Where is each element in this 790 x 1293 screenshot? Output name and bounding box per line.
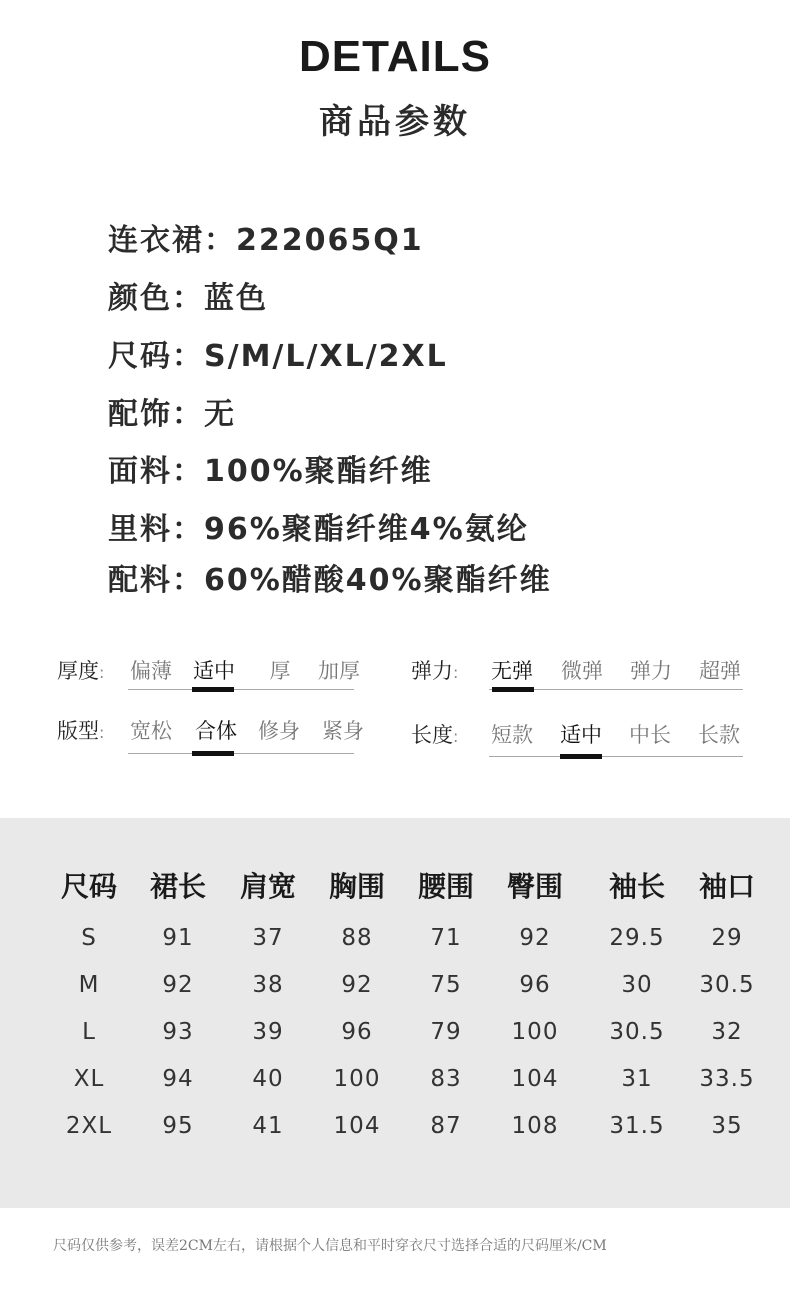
option-fit-slim: 修身	[258, 719, 300, 743]
spec-label: 配料：	[108, 563, 204, 598]
table-header-hip: 臀围	[506, 870, 563, 903]
option-thickness-thin: 偏薄	[130, 659, 172, 683]
option-fit-loose: 宽松	[130, 719, 172, 743]
option-fit-regular: 合体	[195, 719, 237, 743]
table-cell: 30.5	[699, 972, 755, 998]
table-cell: 91	[162, 925, 194, 951]
table-cell: 100	[511, 1019, 559, 1045]
attr-label-elasticity	[411, 655, 458, 685]
option-elasticity-super: 超弹	[699, 659, 741, 683]
table-cell: 29.5	[609, 925, 665, 951]
scale-line-thickness	[128, 689, 354, 690]
option-thickness-thick: 厚	[269, 659, 291, 683]
table-cell: 38	[252, 972, 284, 998]
table-cell: 35	[711, 1113, 743, 1139]
table-cell: 30.5	[609, 1019, 665, 1045]
attr-label-text: 弹力	[411, 659, 453, 683]
table-cell: 40	[252, 1066, 284, 1092]
table-cell: 104	[333, 1113, 381, 1139]
table-cell: 83	[430, 1066, 462, 1092]
selected-marker-thickness	[192, 687, 234, 692]
table-cell: 75	[430, 972, 462, 998]
option-length-short: 短款	[491, 723, 533, 747]
table-header-waist: 腰围	[417, 870, 474, 903]
option-fit-tight: 紧身	[322, 719, 364, 743]
option-elasticity-none: 无弹	[491, 659, 533, 683]
table-cell: 96	[519, 972, 551, 998]
option-length-medium: 适中	[560, 723, 602, 747]
option-length-mid-long: 中长	[629, 723, 671, 747]
table-cell: 71	[430, 925, 462, 951]
table-cell: 33.5	[699, 1066, 755, 1092]
spec-row-lining	[108, 504, 529, 548]
spec-label: 配饰：	[108, 397, 204, 432]
page-title-en: DETAILS	[299, 32, 491, 81]
size-disclaimer: 尺码仅供参考，误差2CM左右，请根据个人信息和平时穿衣尺寸选择合适的尺码厘米/CM	[53, 1238, 607, 1254]
spec-value: 96%聚酯纤维4%氨纶	[204, 512, 529, 547]
table-cell: 32	[711, 1019, 743, 1045]
attr-label-text: 版型	[57, 719, 99, 743]
table-header-sleeve-length: 袖长	[608, 870, 665, 903]
table-cell: 88	[341, 925, 373, 951]
table-cell: 29	[711, 925, 743, 951]
spec-row-color	[108, 273, 268, 317]
spec-row-fabric	[108, 446, 433, 490]
table-header-size: 尺码	[60, 870, 117, 903]
spec-label: 面料：	[108, 454, 204, 489]
table-cell: 93	[162, 1019, 194, 1045]
spec-value: 60%醋酸40%聚酯纤维	[204, 563, 552, 598]
spec-label: 尺码：	[108, 339, 204, 374]
table-cell: 31.5	[609, 1113, 665, 1139]
spec-row-accessory	[108, 389, 236, 433]
attr-label-colon: :	[453, 727, 459, 746]
attr-label-text: 厚度	[57, 659, 99, 683]
attr-label-text: 长度	[411, 723, 453, 747]
spec-label: 连衣裙：	[108, 223, 236, 258]
table-cell: 92	[519, 925, 551, 951]
attr-label-colon: :	[453, 663, 459, 682]
table-cell: M	[78, 972, 100, 998]
table-header-skirt-length: 裙长	[149, 870, 206, 903]
table-cell: 37	[252, 925, 284, 951]
table-cell: 95	[162, 1113, 194, 1139]
spec-value: 蓝色	[204, 281, 268, 316]
table-cell: 31	[621, 1066, 653, 1092]
spec-label: 颜色：	[108, 281, 204, 316]
table-cell: 92	[341, 972, 373, 998]
table-cell: XL	[73, 1066, 105, 1092]
selected-marker-length	[560, 754, 602, 759]
attr-label-colon: :	[99, 663, 105, 682]
table-header-chest: 胸围	[328, 870, 385, 903]
table-cell: 41	[252, 1113, 284, 1139]
spec-value: 222065Q1	[236, 223, 424, 258]
spec-label: 里料：	[108, 512, 204, 547]
attr-label-fit	[57, 715, 104, 745]
option-elasticity-stretch: 弹力	[630, 659, 672, 683]
scale-line-fit	[128, 753, 354, 754]
table-cell: 104	[511, 1066, 559, 1092]
option-thickness-extra-thick: 加厚	[318, 659, 360, 683]
table-cell: 100	[333, 1066, 381, 1092]
table-cell: 96	[341, 1019, 373, 1045]
spec-value: S/M/L/XL/2XL	[204, 339, 448, 374]
scale-line-length	[489, 756, 743, 757]
attr-label-thickness	[57, 655, 104, 685]
table-cell: 87	[430, 1113, 462, 1139]
spec-row-size	[108, 331, 448, 375]
table-cell: 108	[511, 1113, 559, 1139]
table-cell: 79	[430, 1019, 462, 1045]
table-header-cuff: 袖口	[698, 870, 755, 903]
table-cell: 92	[162, 972, 194, 998]
spec-row-style-number	[108, 215, 424, 259]
option-thickness-medium: 适中	[193, 659, 235, 683]
selected-marker-elasticity	[492, 687, 534, 692]
table-cell: 94	[162, 1066, 194, 1092]
page-title-cn: 商品参数	[319, 102, 471, 142]
option-length-long: 长款	[698, 723, 740, 747]
attr-label-length	[411, 719, 458, 749]
table-header-shoulder: 肩宽	[239, 870, 296, 903]
selected-marker-fit	[192, 751, 234, 756]
table-cell: S	[81, 925, 97, 951]
attr-label-colon: :	[99, 723, 105, 742]
option-elasticity-slight: 微弹	[561, 659, 603, 683]
spec-value: 无	[204, 397, 236, 432]
table-cell: 30	[621, 972, 653, 998]
table-cell: L	[82, 1019, 96, 1045]
table-cell: 39	[252, 1019, 284, 1045]
size-table	[0, 818, 790, 1208]
spec-row-trim	[108, 555, 552, 599]
table-cell: 2XL	[65, 1113, 113, 1139]
spec-value: 100%聚酯纤维	[204, 454, 433, 489]
